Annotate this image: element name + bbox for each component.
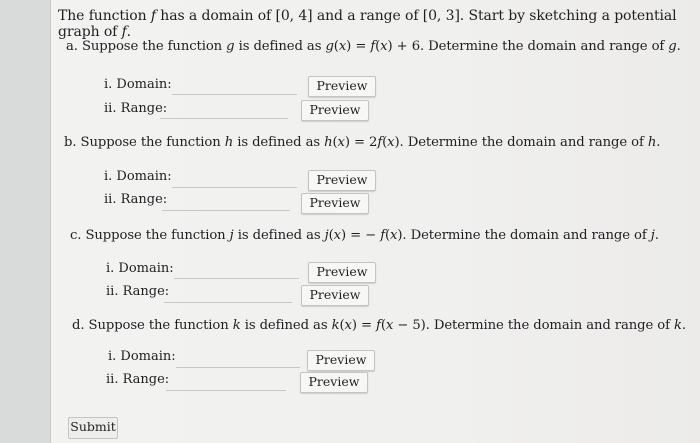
part-d-range-label: ii. Range: (106, 372, 170, 387)
submit-button[interactable]: Submit (68, 417, 118, 439)
part-d-range-input[interactable] (166, 374, 286, 391)
part-a-range-input[interactable] (160, 102, 288, 119)
part-d-domain-label: i. Domain: (108, 349, 176, 364)
part-c-range-input[interactable] (164, 286, 292, 303)
part-a-range-preview-button[interactable]: Preview (301, 100, 369, 121)
part-c-domain-label: i. Domain: (106, 261, 174, 276)
part-d-domain-input[interactable] (176, 351, 300, 368)
part-b-range-label: ii. Range: (104, 192, 168, 207)
part-c-range-label: ii. Range: (106, 284, 170, 299)
problem-intro: The function 𝑓 has a domain of [0, 4] and a range of [0, 3]. Start by sketching a potential graph of 𝑓. (58, 8, 677, 40)
part-a-question: a. Suppose the function 𝑔 is defined as 𝑔(𝑥) = 𝑓(𝑥) + 6. Determine the domain and range of 𝑔. (66, 39, 681, 54)
part-b-domain-preview-button[interactable]: Preview (308, 170, 376, 191)
part-c-domain-preview-button[interactable]: Preview (308, 262, 376, 283)
part-a-range-label: ii. Range: (104, 101, 168, 116)
part-d-question: d. Suppose the function 𝑘 is defined as 𝑘(𝑥) = 𝑓(𝑥 − 5). Determine the domain and range of 𝑘. (72, 318, 686, 333)
part-b-domain-label: i. Domain: (104, 169, 172, 184)
part-b-range-preview-button[interactable]: Preview (301, 193, 369, 214)
part-a-domain-label: i. Domain: (104, 77, 172, 92)
part-c-question: c. Suppose the function 𝑗 is defined as 𝑗(𝑥) = − 𝑓(𝑥). Determine the domain and range of 𝑗. (70, 228, 659, 243)
part-c-range-preview-button[interactable]: Preview (301, 285, 369, 306)
part-d-domain-preview-button[interactable]: Preview (307, 350, 375, 371)
part-b-question: b. Suppose the function ℎ is defined as ℎ(𝑥) = 2𝑓(𝑥). Determine the domain and range of ℎ. (64, 135, 661, 150)
part-c-domain-input[interactable] (174, 262, 299, 279)
part-b-range-input[interactable] (162, 194, 290, 211)
part-a-domain-preview-button[interactable]: Preview (308, 76, 376, 97)
part-d-range-preview-button[interactable]: Preview (300, 372, 368, 393)
part-b-domain-input[interactable] (172, 171, 297, 188)
part-a-domain-input[interactable] (172, 78, 297, 95)
